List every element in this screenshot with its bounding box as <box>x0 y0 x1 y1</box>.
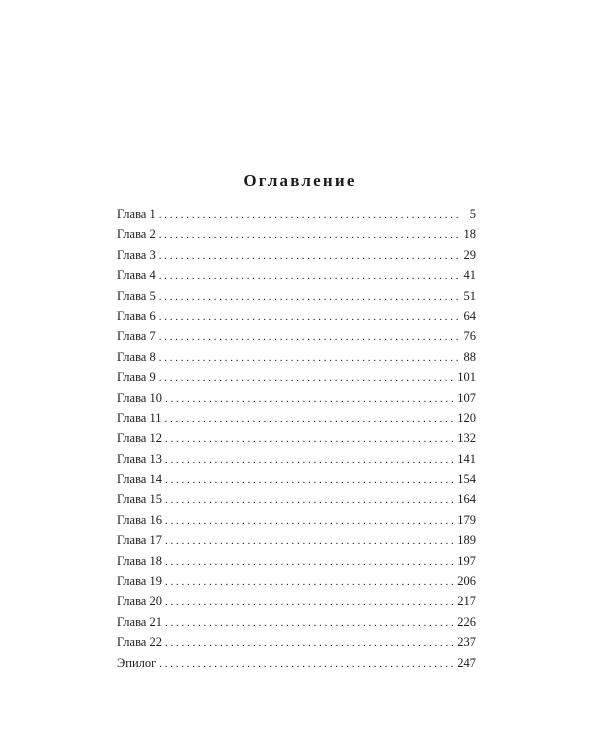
toc-entry-label: Глава 3 <box>117 247 156 262</box>
toc-list <box>117 204 476 673</box>
toc-entry-label: Глава 19 <box>117 574 162 589</box>
dot-leader <box>159 348 460 368</box>
dot-leader <box>165 409 454 429</box>
toc-entry <box>117 306 476 326</box>
toc-entry-label: Глава 11 <box>117 410 162 425</box>
toc-entry-page-number: 237 <box>457 635 476 650</box>
toc-entry-label: Эпилог <box>117 655 157 670</box>
toc-entry-label: Глава 8 <box>117 349 156 364</box>
toc-entry <box>117 286 476 306</box>
dot-leader <box>165 429 453 449</box>
toc-entry-label: Глава 13 <box>117 451 162 466</box>
dot-leader <box>165 633 453 653</box>
toc-entry-label: Глава 2 <box>117 227 156 242</box>
toc-entry-page-number: 189 <box>457 533 476 548</box>
dot-leader <box>165 511 453 531</box>
toc-entry-page-number: 154 <box>457 472 476 487</box>
toc-entry-page-number: 101 <box>457 370 476 385</box>
toc-entry-label: Глава 18 <box>117 553 162 568</box>
toc-entry <box>117 326 476 346</box>
dot-leader <box>159 225 460 245</box>
toc-entry <box>117 204 476 224</box>
toc-entry <box>117 388 476 408</box>
toc-entry-label: Глава 22 <box>117 635 162 650</box>
toc-entry <box>117 632 476 652</box>
toc-entry-page-number: 18 <box>463 227 476 242</box>
toc-entry-label: Глава 10 <box>117 390 162 405</box>
dot-leader <box>159 368 454 388</box>
dot-leader <box>165 613 453 633</box>
toc-entry-label: Глава 4 <box>117 268 156 283</box>
toc-entry-page-number: 197 <box>457 553 476 568</box>
toc-entry-page-number: 217 <box>457 594 476 609</box>
dot-leader <box>165 389 453 409</box>
toc-entry-label: Глава 21 <box>117 614 162 629</box>
toc-entry-page-number: 141 <box>457 451 476 466</box>
toc-entry-label: Глава 5 <box>117 288 156 303</box>
toc-entry <box>117 245 476 265</box>
dot-leader <box>159 205 460 225</box>
toc-entry <box>117 591 476 611</box>
toc-entry-label: Глава 6 <box>117 308 156 323</box>
dot-leader <box>159 327 460 347</box>
dot-leader <box>165 552 453 572</box>
toc-entry <box>117 428 476 448</box>
toc-entry <box>117 530 476 550</box>
toc-entry-label: Глава 17 <box>117 533 162 548</box>
toc-entry-label: Глава 16 <box>117 512 162 527</box>
toc-entry-label: Глава 20 <box>117 594 162 609</box>
toc-entry <box>117 510 476 530</box>
toc-entry-label: Глава 9 <box>117 370 156 385</box>
dot-leader <box>165 490 453 510</box>
toc-entry-label: Глава 7 <box>117 329 156 344</box>
toc-entry-page-number: 206 <box>457 574 476 589</box>
toc-entry <box>117 489 476 509</box>
toc-entry <box>117 367 476 387</box>
dot-leader <box>165 470 453 490</box>
toc-entry <box>117 469 476 489</box>
toc-entry <box>117 347 476 367</box>
toc-entry <box>117 653 476 673</box>
toc-entry-page-number: 51 <box>463 288 476 303</box>
dot-leader <box>165 531 453 551</box>
dot-leader <box>159 246 460 266</box>
dot-leader <box>165 592 453 612</box>
toc-entry-label: Глава 14 <box>117 472 162 487</box>
toc-entry <box>117 265 476 285</box>
dot-leader <box>165 450 453 470</box>
toc-entry-page-number: 179 <box>457 512 476 527</box>
toc-entry <box>117 612 476 632</box>
toc-entry <box>117 551 476 571</box>
toc-entry-page-number: 64 <box>463 308 476 323</box>
toc-entry-page-number: 29 <box>463 247 476 262</box>
dot-leader <box>159 307 460 327</box>
toc-entry <box>117 449 476 469</box>
dot-leader <box>159 287 460 307</box>
toc-entry-page-number: 247 <box>457 655 476 670</box>
toc-entry-label: Глава 15 <box>117 492 162 507</box>
dot-leader <box>159 654 453 674</box>
toc-entry <box>117 571 476 591</box>
toc-entry-label: Глава 12 <box>117 431 162 446</box>
toc-entry <box>117 224 476 244</box>
toc-entry-page-number: 88 <box>463 349 476 364</box>
dot-leader <box>159 266 460 286</box>
toc-entry-page-number: 132 <box>457 431 476 446</box>
dot-leader <box>165 572 453 592</box>
toc-entry-page-number: 120 <box>457 410 476 425</box>
toc-entry-page-number: 41 <box>463 268 476 283</box>
toc-entry-page-number: 226 <box>457 614 476 629</box>
toc-entry-page-number: 164 <box>457 492 476 507</box>
toc-entry-page-number: 5 <box>469 207 476 221</box>
toc-title: Оглавление <box>243 171 357 190</box>
toc-entry-label: Глава 1 <box>117 207 156 221</box>
toc-entry-page-number: 107 <box>457 390 476 405</box>
toc-entry <box>117 408 476 428</box>
toc-entry-page-number: 76 <box>463 329 476 344</box>
